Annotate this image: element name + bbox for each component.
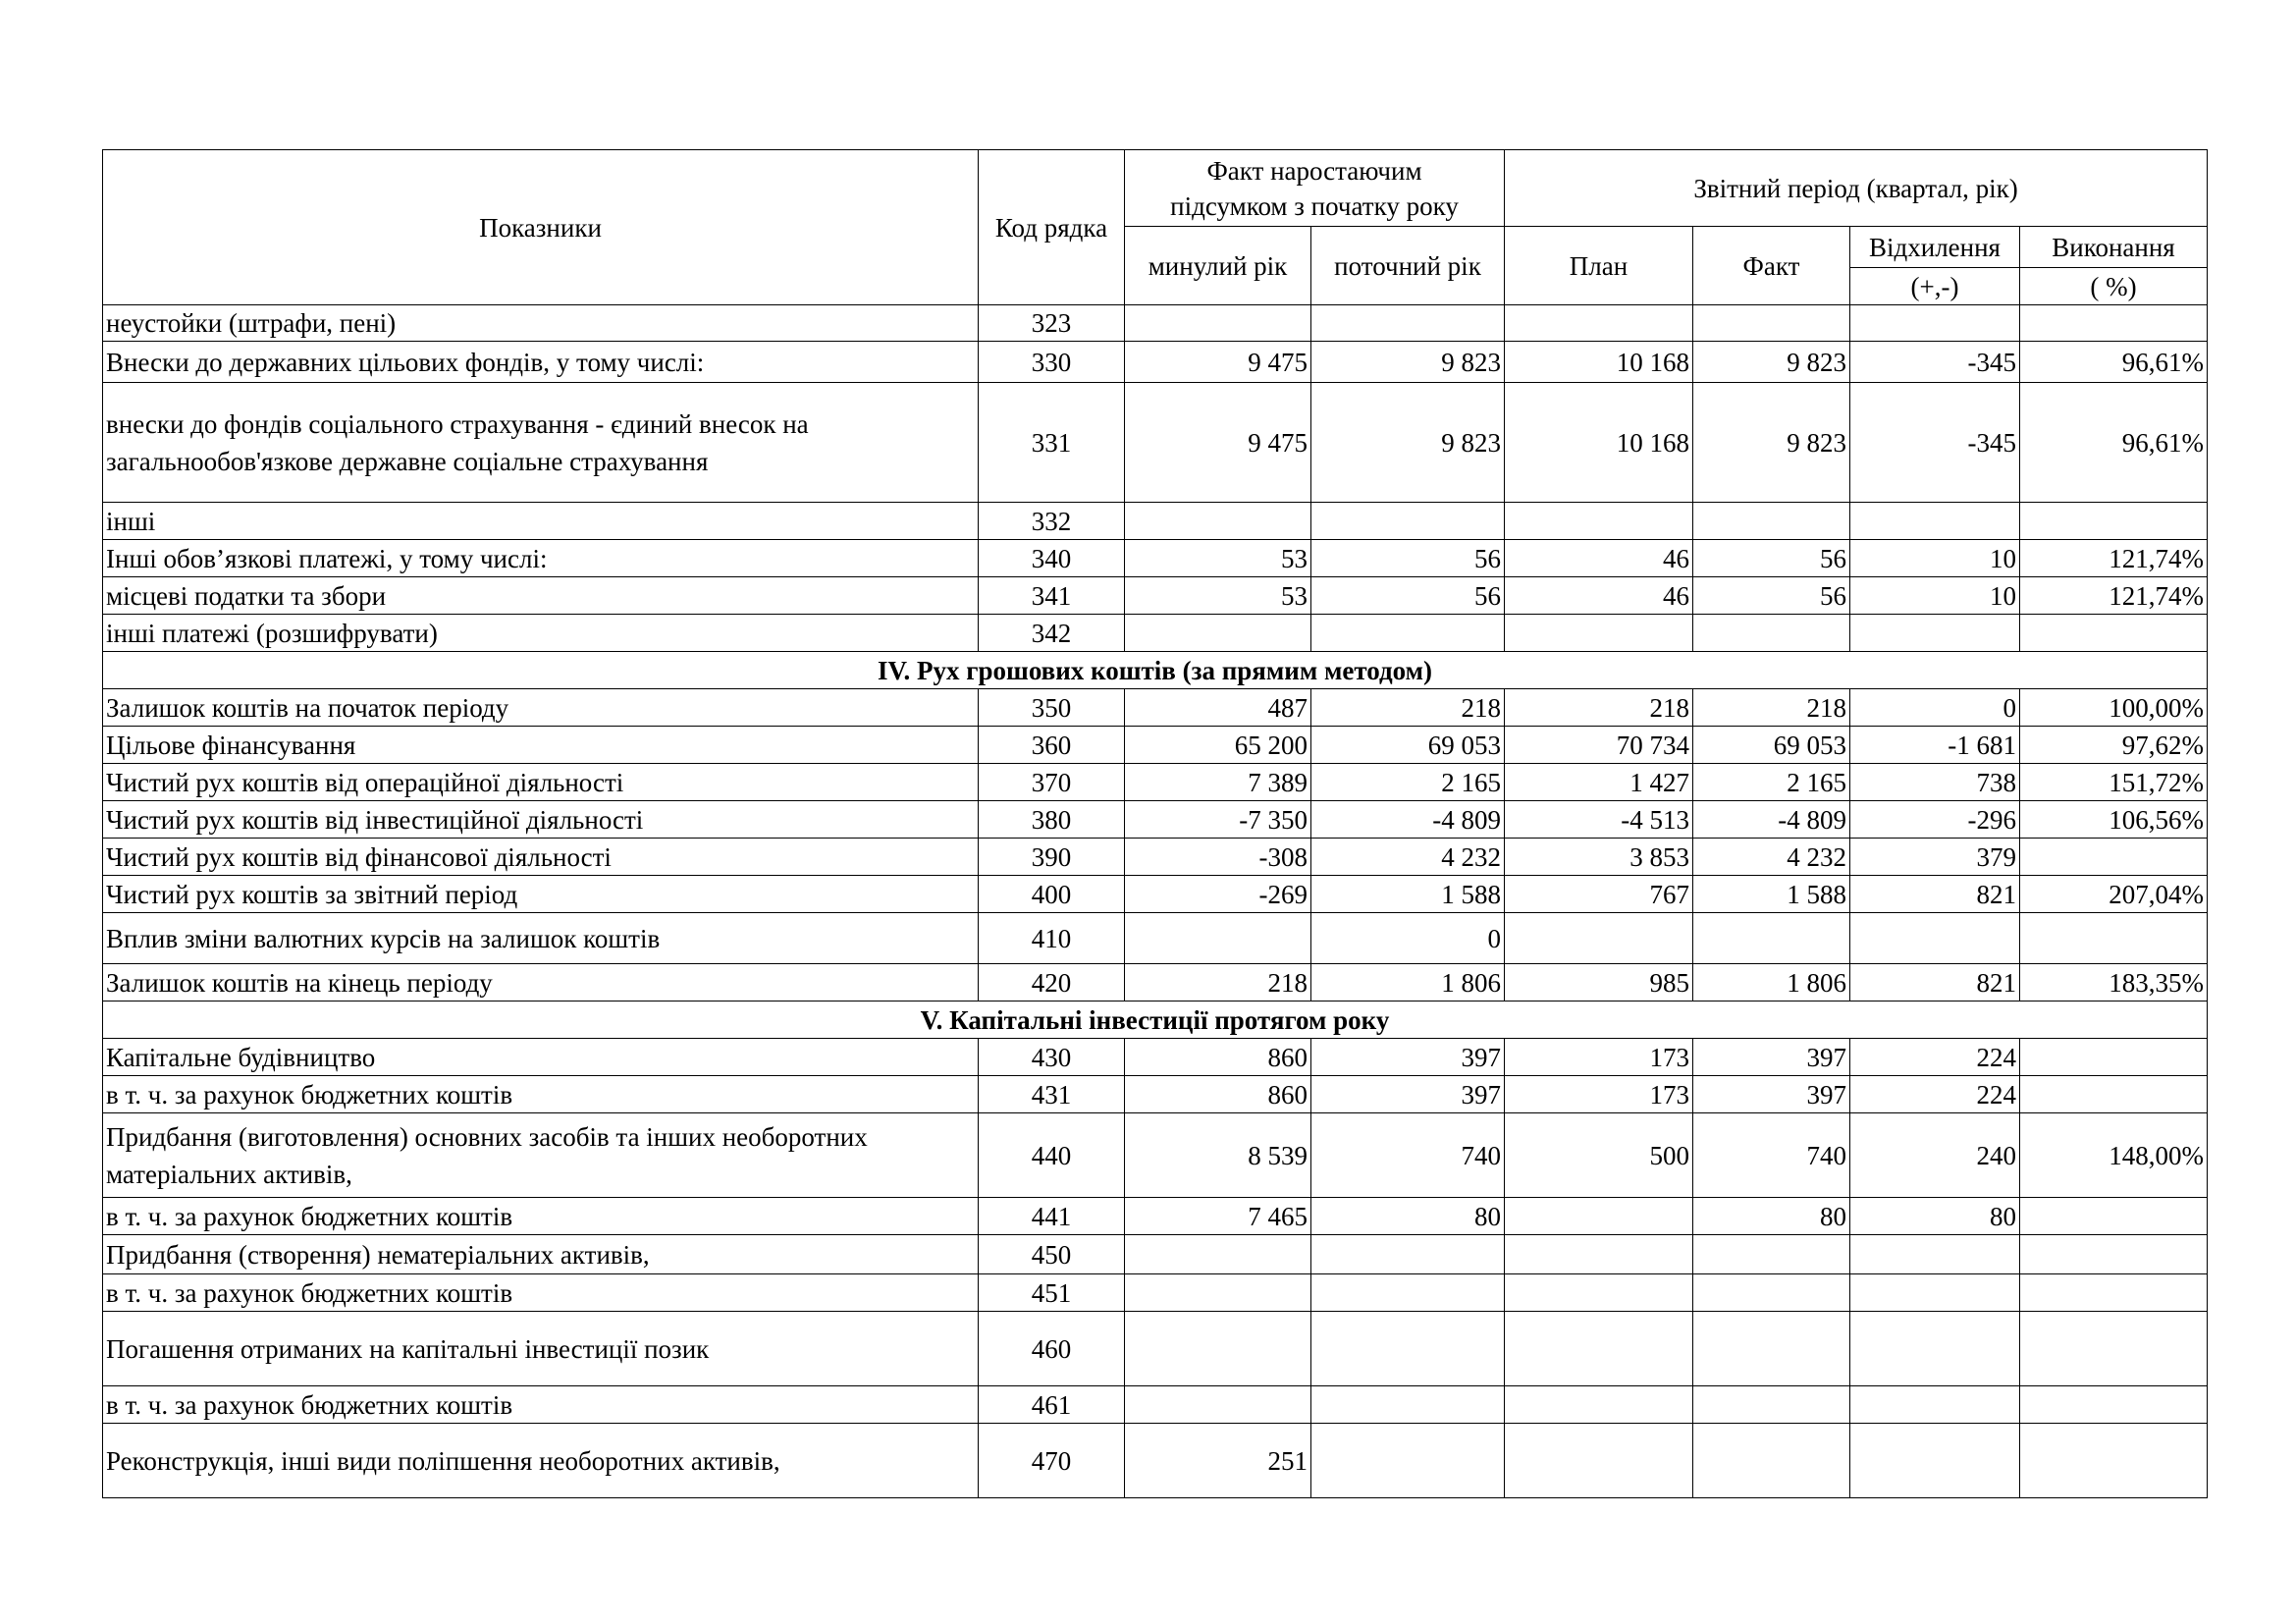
prev-year-cell bbox=[1125, 1274, 1311, 1312]
indicator-label: Погашення отриманих на капітальні інвестиції позик bbox=[103, 1312, 979, 1386]
plan-cell: 767 bbox=[1505, 876, 1693, 913]
deviation-cell: 10 bbox=[1850, 540, 2020, 577]
prev-year-cell bbox=[1125, 503, 1311, 540]
deviation-cell bbox=[1850, 1235, 2020, 1274]
row-code-cell: 451 bbox=[979, 1274, 1125, 1312]
cur-year-cell: 1 588 bbox=[1311, 876, 1505, 913]
row-code-cell: 470 bbox=[979, 1424, 1125, 1498]
table-row bbox=[103, 1312, 2208, 1386]
plan-cell: 218 bbox=[1505, 689, 1693, 727]
fact-cell: 397 bbox=[1693, 1076, 1850, 1113]
cur-year-cell: 4 232 bbox=[1311, 839, 1505, 876]
execution-cell bbox=[2020, 503, 2208, 540]
execution-cell bbox=[2020, 1076, 2208, 1113]
row-code-cell: 390 bbox=[979, 839, 1125, 876]
fact-cell: 1 588 bbox=[1693, 876, 1850, 913]
fact-cell bbox=[1693, 1274, 1850, 1312]
prev-year-cell: 65 200 bbox=[1125, 727, 1311, 764]
prev-year-cell bbox=[1125, 1312, 1311, 1386]
execution-cell: 183,35% bbox=[2020, 964, 2208, 1001]
table-row bbox=[103, 1039, 2208, 1076]
header-deviation: Відхилення bbox=[1850, 227, 2020, 268]
cur-year-cell: 218 bbox=[1311, 689, 1505, 727]
table-body bbox=[103, 305, 2208, 1498]
cur-year-cell: -4 809 bbox=[1311, 801, 1505, 839]
table-row bbox=[103, 1424, 2208, 1498]
fact-cell: 80 bbox=[1693, 1198, 1850, 1235]
deviation-cell bbox=[1850, 1274, 2020, 1312]
execution-cell bbox=[2020, 305, 2208, 342]
cur-year-cell: 0 bbox=[1311, 913, 1505, 964]
table-row bbox=[103, 964, 2208, 1001]
execution-cell: 151,72% bbox=[2020, 764, 2208, 801]
execution-cell bbox=[2020, 1424, 2208, 1498]
plan-cell: 46 bbox=[1505, 540, 1693, 577]
row-code-cell: 460 bbox=[979, 1312, 1125, 1386]
indicator-label: внески до фондів соціального страхування - єдиний внесок на загальнообов'язкове державне соціальне страхування bbox=[103, 383, 979, 503]
fact-cell bbox=[1693, 1386, 1850, 1424]
fact-cell: 2 165 bbox=[1693, 764, 1850, 801]
deviation-cell: 0 bbox=[1850, 689, 2020, 727]
deviation-cell: 379 bbox=[1850, 839, 2020, 876]
deviation-cell bbox=[1850, 305, 2020, 342]
row-code-cell: 450 bbox=[979, 1235, 1125, 1274]
table-row bbox=[103, 1386, 2208, 1424]
fact-cell: 218 bbox=[1693, 689, 1850, 727]
table-row bbox=[103, 1235, 2208, 1274]
indicator-label: Реконструкція, інші види поліпшення необоротних активів, bbox=[103, 1424, 979, 1498]
table-row bbox=[103, 577, 2208, 615]
fact-cell bbox=[1693, 503, 1850, 540]
indicator-label: в т. ч. за рахунок бюджетних коштів bbox=[103, 1076, 979, 1113]
prev-year-cell bbox=[1125, 1386, 1311, 1424]
table-row bbox=[103, 342, 2208, 383]
indicator-label: місцеві податки та збори bbox=[103, 577, 979, 615]
cur-year-cell bbox=[1311, 305, 1505, 342]
prev-year-cell: 53 bbox=[1125, 540, 1311, 577]
cur-year-cell bbox=[1311, 1386, 1505, 1424]
fact-cell: 69 053 bbox=[1693, 727, 1850, 764]
indicator-label: інші платежі (розшифрувати) bbox=[103, 615, 979, 652]
indicator-label: Чистий рух коштів від інвестиційної діяльності bbox=[103, 801, 979, 839]
deviation-cell: 224 bbox=[1850, 1039, 2020, 1076]
fact-cell: -4 809 bbox=[1693, 801, 1850, 839]
prev-year-cell: 7 465 bbox=[1125, 1198, 1311, 1235]
plan-cell: 173 bbox=[1505, 1076, 1693, 1113]
execution-cell: 97,62% bbox=[2020, 727, 2208, 764]
row-code-cell: 410 bbox=[979, 913, 1125, 964]
section-title: IV. Рух грошових коштів (за прямим методом) bbox=[103, 652, 2208, 689]
prev-year-cell: -7 350 bbox=[1125, 801, 1311, 839]
section-heading-row bbox=[103, 1001, 2208, 1039]
deviation-cell: 10 bbox=[1850, 577, 2020, 615]
header-period-group: Звітний період (квартал, рік) bbox=[1505, 150, 2208, 227]
cur-year-cell bbox=[1311, 503, 1505, 540]
fact-cell: 56 bbox=[1693, 577, 1850, 615]
row-code-cell: 400 bbox=[979, 876, 1125, 913]
section-title: V. Капітальні інвестиції протягом року bbox=[103, 1001, 2208, 1039]
execution-cell: 96,61% bbox=[2020, 342, 2208, 383]
plan-cell: 3 853 bbox=[1505, 839, 1693, 876]
prev-year-cell: 218 bbox=[1125, 964, 1311, 1001]
deviation-cell bbox=[1850, 1424, 2020, 1498]
row-code-cell: 380 bbox=[979, 801, 1125, 839]
plan-cell: -4 513 bbox=[1505, 801, 1693, 839]
prev-year-cell bbox=[1125, 615, 1311, 652]
plan-cell: 70 734 bbox=[1505, 727, 1693, 764]
row-code-cell: 441 bbox=[979, 1198, 1125, 1235]
row-code-cell: 342 bbox=[979, 615, 1125, 652]
section-heading-row bbox=[103, 652, 2208, 689]
financial-report-table bbox=[102, 149, 2208, 1498]
execution-cell: 121,74% bbox=[2020, 540, 2208, 577]
row-code-cell: 420 bbox=[979, 964, 1125, 1001]
plan-cell bbox=[1505, 1274, 1693, 1312]
deviation-cell: 821 bbox=[1850, 876, 2020, 913]
cur-year-cell: 69 053 bbox=[1311, 727, 1505, 764]
prev-year-cell: 487 bbox=[1125, 689, 1311, 727]
execution-cell: 100,00% bbox=[2020, 689, 2208, 727]
cur-year-cell bbox=[1311, 1424, 1505, 1498]
indicator-label: Чистий рух коштів від фінансової діяльності bbox=[103, 839, 979, 876]
table-row bbox=[103, 913, 2208, 964]
deviation-cell: -1 681 bbox=[1850, 727, 2020, 764]
header-fact: Факт bbox=[1693, 227, 1850, 305]
table-row bbox=[103, 503, 2208, 540]
indicator-label: в т. ч. за рахунок бюджетних коштів bbox=[103, 1198, 979, 1235]
header-ytd-group: Факт наростаючим підсумком з початку року bbox=[1125, 150, 1505, 227]
indicator-label: Цільове фінансування bbox=[103, 727, 979, 764]
deviation-cell: 738 bbox=[1850, 764, 2020, 801]
row-code-cell: 332 bbox=[979, 503, 1125, 540]
plan-cell bbox=[1505, 913, 1693, 964]
plan-cell: 46 bbox=[1505, 577, 1693, 615]
prev-year-cell: 251 bbox=[1125, 1424, 1311, 1498]
table-row bbox=[103, 615, 2208, 652]
indicator-label: Інші обов’язкові платежі, у тому числі: bbox=[103, 540, 979, 577]
cur-year-cell: 397 bbox=[1311, 1076, 1505, 1113]
fact-cell bbox=[1693, 615, 1850, 652]
row-code-cell: 350 bbox=[979, 689, 1125, 727]
header-prev-year: минулий рік bbox=[1125, 227, 1311, 305]
indicator-label: Чистий рух коштів від операційної діяльності bbox=[103, 764, 979, 801]
header-row-code: Код рядка bbox=[979, 150, 1125, 305]
execution-cell: 106,56% bbox=[2020, 801, 2208, 839]
fact-cell: 397 bbox=[1693, 1039, 1850, 1076]
prev-year-cell: 860 bbox=[1125, 1039, 1311, 1076]
cur-year-cell: 740 bbox=[1311, 1113, 1505, 1198]
plan-cell bbox=[1505, 615, 1693, 652]
execution-cell: 207,04% bbox=[2020, 876, 2208, 913]
row-code-cell: 323 bbox=[979, 305, 1125, 342]
table-row bbox=[103, 839, 2208, 876]
fact-cell: 9 823 bbox=[1693, 383, 1850, 503]
table-row bbox=[103, 1076, 2208, 1113]
fact-cell: 1 806 bbox=[1693, 964, 1850, 1001]
plan-cell bbox=[1505, 1312, 1693, 1386]
fact-cell bbox=[1693, 305, 1850, 342]
deviation-cell: -296 bbox=[1850, 801, 2020, 839]
deviation-cell bbox=[1850, 503, 2020, 540]
row-code-cell: 440 bbox=[979, 1113, 1125, 1198]
deviation-cell bbox=[1850, 1386, 2020, 1424]
indicator-label: Капітальне будівництво bbox=[103, 1039, 979, 1076]
plan-cell: 10 168 bbox=[1505, 383, 1693, 503]
table-row bbox=[103, 876, 2208, 913]
execution-cell bbox=[2020, 1312, 2208, 1386]
table-row bbox=[103, 727, 2208, 764]
table-row bbox=[103, 1113, 2208, 1198]
deviation-cell: 240 bbox=[1850, 1113, 2020, 1198]
fact-cell: 9 823 bbox=[1693, 342, 1850, 383]
execution-cell bbox=[2020, 1274, 2208, 1312]
header-cur-year: поточний рік bbox=[1311, 227, 1505, 305]
indicator-label: Чистий рух коштів за звітний період bbox=[103, 876, 979, 913]
execution-cell bbox=[2020, 1386, 2208, 1424]
execution-cell: 148,00% bbox=[2020, 1113, 2208, 1198]
table-row bbox=[103, 689, 2208, 727]
row-code-cell: 330 bbox=[979, 342, 1125, 383]
cur-year-cell bbox=[1311, 1274, 1505, 1312]
plan-cell: 10 168 bbox=[1505, 342, 1693, 383]
indicator-label: в т. ч. за рахунок бюджетних коштів bbox=[103, 1386, 979, 1424]
header-indicators: Показники bbox=[103, 150, 979, 305]
deviation-cell bbox=[1850, 913, 2020, 964]
deviation-cell: 821 bbox=[1850, 964, 2020, 1001]
indicator-label: Придбання (виготовлення) основних засобів та інших необоротних матеріальних активів, bbox=[103, 1113, 979, 1198]
row-code-cell: 340 bbox=[979, 540, 1125, 577]
plan-cell: 173 bbox=[1505, 1039, 1693, 1076]
prev-year-cell bbox=[1125, 1235, 1311, 1274]
deviation-cell: -345 bbox=[1850, 383, 2020, 503]
prev-year-cell: 9 475 bbox=[1125, 342, 1311, 383]
indicator-label: Залишок коштів на початок періоду bbox=[103, 689, 979, 727]
plan-cell bbox=[1505, 1235, 1693, 1274]
deviation-cell: 80 bbox=[1850, 1198, 2020, 1235]
table-row bbox=[103, 801, 2208, 839]
plan-cell: 500 bbox=[1505, 1113, 1693, 1198]
cur-year-cell bbox=[1311, 1312, 1505, 1386]
plan-cell bbox=[1505, 1198, 1693, 1235]
row-code-cell: 341 bbox=[979, 577, 1125, 615]
cur-year-cell: 2 165 bbox=[1311, 764, 1505, 801]
deviation-cell bbox=[1850, 615, 2020, 652]
header-execution-sub: ( %) bbox=[2020, 268, 2208, 305]
fact-cell: 740 bbox=[1693, 1113, 1850, 1198]
table-header bbox=[103, 150, 2208, 305]
fact-cell bbox=[1693, 1424, 1850, 1498]
deviation-cell: 224 bbox=[1850, 1076, 2020, 1113]
table-row bbox=[103, 305, 2208, 342]
header-plan: План bbox=[1505, 227, 1693, 305]
deviation-cell bbox=[1850, 1312, 2020, 1386]
fact-cell bbox=[1693, 913, 1850, 964]
row-code-cell: 431 bbox=[979, 1076, 1125, 1113]
execution-cell: 96,61% bbox=[2020, 383, 2208, 503]
execution-cell bbox=[2020, 615, 2208, 652]
header-deviation-sub: (+,-) bbox=[1850, 268, 2020, 305]
indicator-label: інші bbox=[103, 503, 979, 540]
cur-year-cell bbox=[1311, 615, 1505, 652]
fact-cell: 4 232 bbox=[1693, 839, 1850, 876]
table-row bbox=[103, 383, 2208, 503]
row-code-cell: 370 bbox=[979, 764, 1125, 801]
prev-year-cell: 8 539 bbox=[1125, 1113, 1311, 1198]
table-row bbox=[103, 540, 2208, 577]
plan-cell bbox=[1505, 1386, 1693, 1424]
prev-year-cell: 860 bbox=[1125, 1076, 1311, 1113]
row-code-cell: 461 bbox=[979, 1386, 1125, 1424]
indicator-label: в т. ч. за рахунок бюджетних коштів bbox=[103, 1274, 979, 1312]
prev-year-cell bbox=[1125, 913, 1311, 964]
fact-cell bbox=[1693, 1235, 1850, 1274]
prev-year-cell: -308 bbox=[1125, 839, 1311, 876]
fact-cell: 56 bbox=[1693, 540, 1850, 577]
indicator-label: Вплив зміни валютних курсів на залишок коштів bbox=[103, 913, 979, 964]
execution-cell: 121,74% bbox=[2020, 577, 2208, 615]
table-row bbox=[103, 1274, 2208, 1312]
row-code-cell: 430 bbox=[979, 1039, 1125, 1076]
plan-cell bbox=[1505, 305, 1693, 342]
row-code-cell: 360 bbox=[979, 727, 1125, 764]
execution-cell bbox=[2020, 1198, 2208, 1235]
deviation-cell: -345 bbox=[1850, 342, 2020, 383]
plan-cell bbox=[1505, 503, 1693, 540]
plan-cell bbox=[1505, 1424, 1693, 1498]
indicator-label: Внески до державних цільових фондів, у тому числі: bbox=[103, 342, 979, 383]
cur-year-cell: 56 bbox=[1311, 540, 1505, 577]
indicator-label: Залишок коштів на кінець періоду bbox=[103, 964, 979, 1001]
cur-year-cell bbox=[1311, 1235, 1505, 1274]
fact-cell bbox=[1693, 1312, 1850, 1386]
cur-year-cell: 1 806 bbox=[1311, 964, 1505, 1001]
execution-cell bbox=[2020, 1235, 2208, 1274]
prev-year-cell: -269 bbox=[1125, 876, 1311, 913]
cur-year-cell: 397 bbox=[1311, 1039, 1505, 1076]
indicator-label: Придбання (створення) нематеріальних активів, bbox=[103, 1235, 979, 1274]
table-row bbox=[103, 1198, 2208, 1235]
prev-year-cell: 7 389 bbox=[1125, 764, 1311, 801]
cur-year-cell: 80 bbox=[1311, 1198, 1505, 1235]
table-row bbox=[103, 764, 2208, 801]
execution-cell bbox=[2020, 1039, 2208, 1076]
header-execution: Виконання bbox=[2020, 227, 2208, 268]
prev-year-cell bbox=[1125, 305, 1311, 342]
cur-year-cell: 9 823 bbox=[1311, 383, 1505, 503]
prev-year-cell: 53 bbox=[1125, 577, 1311, 615]
execution-cell bbox=[2020, 913, 2208, 964]
indicator-label: неустойки (штрафи, пені) bbox=[103, 305, 979, 342]
cur-year-cell: 9 823 bbox=[1311, 342, 1505, 383]
prev-year-cell: 9 475 bbox=[1125, 383, 1311, 503]
cur-year-cell: 56 bbox=[1311, 577, 1505, 615]
plan-cell: 985 bbox=[1505, 964, 1693, 1001]
plan-cell: 1 427 bbox=[1505, 764, 1693, 801]
execution-cell bbox=[2020, 839, 2208, 876]
row-code-cell: 331 bbox=[979, 383, 1125, 503]
